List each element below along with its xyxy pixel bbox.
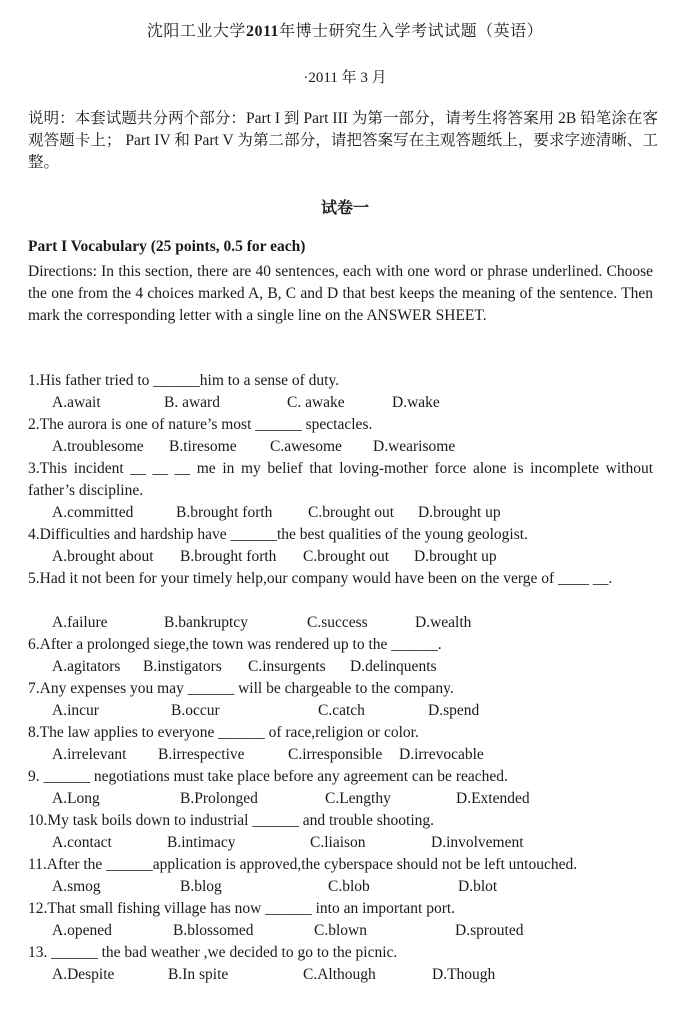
- option: C.catch: [318, 702, 365, 719]
- option: B.instigators: [143, 658, 222, 675]
- option: B.bankruptcy: [164, 614, 248, 631]
- option: A.failure: [52, 614, 108, 631]
- question-text: 10.My task boils down to industrial ______ and trouble shooting.: [28, 812, 434, 829]
- option: D.wearisome: [373, 438, 456, 455]
- question-text: 9. ______ negotiations must take place before any agreement can be reached.: [28, 768, 508, 785]
- option: C.Lengthy: [325, 790, 391, 807]
- option: D.irrevocable: [399, 746, 484, 763]
- question-text: 12.That small fishing village has now ______ into an important port.: [28, 900, 456, 917]
- option: A.await: [52, 394, 101, 411]
- option: B. award: [164, 394, 220, 411]
- option: B.brought forth: [180, 548, 277, 565]
- option: B.tiresome: [169, 438, 237, 455]
- question-text: 2.The aurora is one of nature’s most ______ spectacles.: [28, 416, 373, 433]
- option: B.occur: [171, 702, 220, 719]
- question-text: 5.Had it not been for your timely help,our company would have been on the verge of ____ __.: [28, 570, 613, 587]
- option: A.committed: [52, 504, 134, 521]
- option: C.Although: [303, 966, 376, 983]
- option: A.irrelevant: [52, 746, 127, 763]
- part-directions: Directions: In this section, there are 40 sentences, each with one word or phrase underlined. Choose the one from the 4 choices marked A, B, C and D that best keeps the meaning of the sentence. Then mark the corresponding letter with a single line on the ANSWER SHEET.: [28, 263, 653, 324]
- section-title: 试卷一: [320, 200, 369, 217]
- option: C.brought out: [303, 548, 390, 565]
- option: D.sprouted: [455, 922, 524, 939]
- question-options: [52, 436, 652, 458]
- option: C.blown: [314, 922, 367, 939]
- instructions-note: 说明：本套试题共分两个部分：Part I 到 Part III 为第一部分，请考生将答案用 2B 铅笔涂在客观答题卡上； Part IV 和 Part V 为第二部分，请把答案写在主观答题纸上，要求字迹清晰、工整。: [28, 110, 658, 171]
- option: B.blossomed: [173, 922, 254, 939]
- question-text: 8.The law applies to everyone ______ of race,religion or color.: [28, 724, 419, 741]
- option: C. awake: [287, 394, 345, 411]
- option: D.Extended: [456, 790, 530, 807]
- option: D.spend: [428, 702, 480, 719]
- question-options: [52, 920, 652, 942]
- question-options: [52, 392, 652, 414]
- option: A.contact: [52, 834, 112, 851]
- option: A.Long: [52, 790, 100, 807]
- question-options: [52, 744, 652, 766]
- title-suffix: 年博士研究生入学考试试题（英语）: [279, 23, 544, 40]
- question-text: 13. ______ the bad weather ,we decided to go to the picnic.: [28, 944, 398, 961]
- option: D.delinquents: [350, 658, 437, 675]
- title-prefix: 沈阳工业大学: [146, 23, 246, 40]
- option: D.Though: [432, 966, 496, 983]
- option: A.smog: [52, 878, 101, 895]
- option: C.insurgents: [248, 658, 326, 675]
- option: D.blot: [458, 878, 498, 895]
- question-options: [52, 612, 652, 634]
- part-title: Part I Vocabulary (25 points, 0.5 for each): [28, 238, 306, 255]
- question-text: 3.This incident __ __ __ me in my belief that loving-mother force alone is incomplete without father’s discipline.: [28, 460, 653, 499]
- option: B.irrespective: [158, 746, 245, 763]
- option: C.irresponsible: [288, 746, 383, 763]
- option: B.blog: [180, 878, 222, 895]
- option: B.brought forth: [176, 504, 273, 521]
- question-options: [52, 656, 652, 678]
- question-text: 1.His father tried to ______him to a sense of duty.: [28, 372, 340, 389]
- option: D.brought up: [418, 504, 501, 521]
- option: C.awesome: [270, 438, 342, 455]
- option: A.opened: [52, 922, 112, 939]
- option: C.success: [307, 614, 368, 631]
- exam-title: [0, 18, 690, 41]
- question-text: 11.After the ______application is approved,the cyberspace should not be left untouched.: [28, 856, 578, 873]
- question-text: 6.After a prolonged siege,the town was rendered up to the ______.: [28, 636, 442, 653]
- question-text: 4.Difficulties and hardship have ______the best qualities of the young geologist.: [28, 526, 528, 543]
- question-options: [52, 964, 652, 986]
- option: B.Prolonged: [180, 790, 258, 807]
- option: D.wealth: [415, 614, 472, 631]
- question-options: [52, 546, 652, 568]
- option: D.involvement: [431, 834, 524, 851]
- question-text: 7.Any expenses you may ______ will be chargeable to the company.: [28, 680, 454, 697]
- option: D.wake: [392, 394, 440, 411]
- exam-date: ·2011 年 3 月: [303, 70, 387, 86]
- option: A.agitators: [52, 658, 121, 675]
- question-options: [52, 876, 652, 898]
- question-options: [52, 832, 652, 854]
- question-options: [52, 700, 652, 722]
- option: A.troublesome: [52, 438, 144, 455]
- option: B.intimacy: [167, 834, 236, 851]
- question-options: [52, 502, 652, 524]
- option: C.brought out: [308, 504, 395, 521]
- title-year: 2011: [245, 23, 280, 40]
- option: C.liaison: [310, 834, 366, 851]
- option: A.incur: [52, 702, 99, 719]
- option: D.brought up: [414, 548, 497, 565]
- option: A.Despite: [52, 966, 115, 983]
- question-options: [52, 788, 652, 810]
- option: A.brought about: [52, 548, 154, 565]
- option: B.In spite: [168, 966, 229, 983]
- option: C.blob: [328, 878, 370, 895]
